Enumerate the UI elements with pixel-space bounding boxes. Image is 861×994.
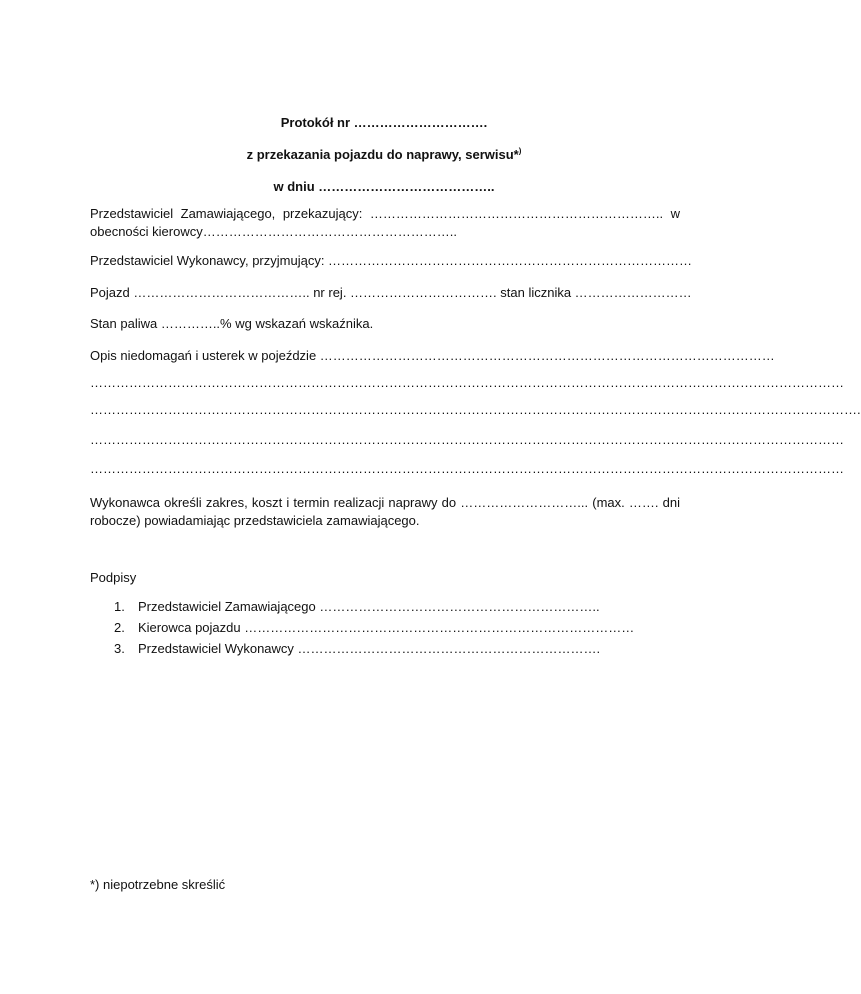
defect-line-4: ………………………………………………………………………………………………………………………………………………………… — [90, 461, 844, 476]
signature-item-text: Przedstawiciel Wykonawcy ……………………………………………………………. — [138, 641, 601, 656]
defect-line-2: ……………………………………………………………………………………………………………………………………………………………. — [90, 402, 861, 417]
signature-item-text: Kierowca pojazdu ……………………………………………………………………………… — [138, 620, 635, 635]
client-representative-paragraph: Przedstawiciel Zamawiającego, przekazujący: ………………………………………………………….. w obecności kierowcy………………………………………………….. — [90, 206, 680, 239]
signature-item-2 — [114, 617, 634, 638]
protocol-title: Protokół nr …………………………. — [280, 115, 488, 130]
signatures-heading: Podpisy — [90, 570, 137, 585]
vehicle-line: Pojazd ………………………………….. nr rej. ……………………………. stan licznika ……………………… — [90, 285, 692, 300]
contractor-representative-line: Przedstawiciel Wykonawcy, przyjmujący: ………………………………………………………………………… — [90, 253, 693, 268]
signature-item-number: 2. — [114, 620, 125, 635]
signature-item-3 — [114, 638, 634, 659]
signature-item-1 — [114, 596, 634, 617]
contractor-note-paragraph: Wykonawca określi zakres, koszt i termin realizacji naprawy do ………………………... (max. ……. dni robocze) powiadamiając przedstawiciela zamawiającego. — [90, 495, 680, 528]
defects-label-line: Opis niedomagań i usterek w pojeździe …………………………………………………………………………………………… — [90, 348, 775, 363]
protocol-subtitle — [0, 146, 768, 164]
signature-item-number: 1. — [114, 599, 125, 614]
signature-item-text: Przedstawiciel Zamawiającego ……………………………………………………….. — [138, 599, 600, 614]
fuel-line: Stan paliwa …………..% wg wskazań wskaźnika. — [90, 316, 374, 331]
protocol-subtitle-text: z przekazania pojazdu do naprawy, serwisu* — [246, 147, 519, 162]
signature-item-number: 3. — [114, 641, 125, 656]
signatures-list — [114, 596, 634, 659]
protocol-date-line: w dniu ………………………………….. — [273, 179, 495, 194]
footnote: *) niepotrzebne skreślić — [90, 877, 226, 892]
defect-line-3: ………………………………………………………………………………………………………………………………………………………… — [90, 432, 844, 447]
defect-line-1: ………………………………………………………………………………………………………………………………………………………… — [90, 375, 844, 390]
protocol-subtitle-sup: ) — [518, 146, 522, 156]
